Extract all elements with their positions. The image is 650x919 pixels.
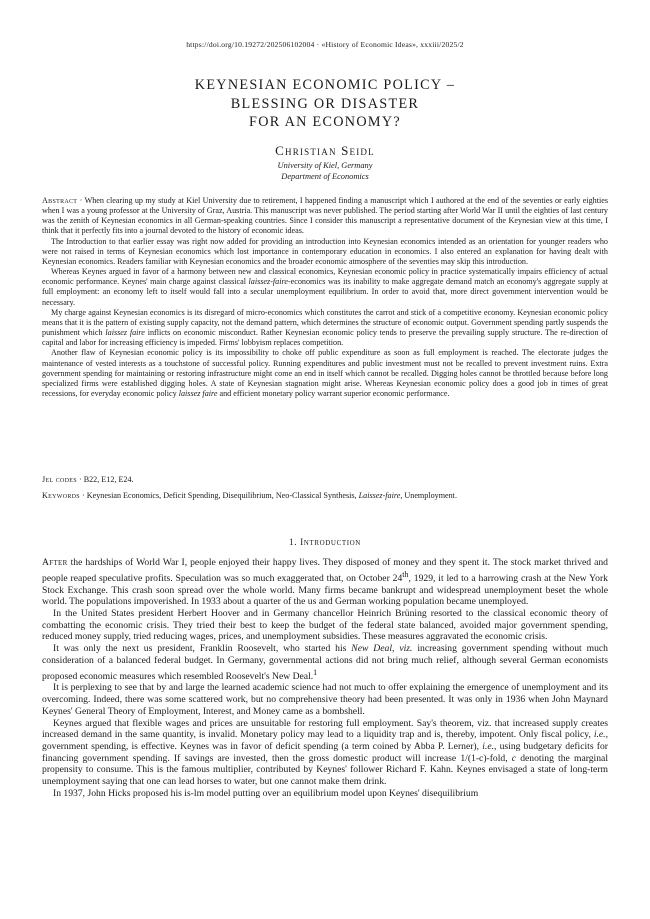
article-title xyxy=(0,76,650,132)
body-paragraph-2: In the United States president Herbert Hoover and in Germany chancellor Heinrich Brüning resorted to the classical economic theory of combatting the economic crisis. They tried their best to keep the budget of the federal state balanced, avoided major government spending, reduced money supply, tried reducing wages, prices, and unemployment subsidies. These measures aggravated the economic crisis. xyxy=(42,608,608,643)
abstract-paragraph-1: Abstract · When clearing up my study at Kiel University due to retirement, I happened finding a manuscript which I authored at the end of the seventies or early eighties when I was a young professor at the University of Graz, Austria. This manuscript was never published. The period starting after World War II until the eighties of last century was the zenith of Keynesian economics in all German-speaking countries. Since I consider this manuscript a representative document of the Keynesian view at this time, I think that it perfectly fits into a journal devoted to the history of economic ideas. xyxy=(42,196,608,236)
title-line-2: BLESSING OR DISASTER xyxy=(230,95,420,112)
abstract-paragraph-3: Whereas Keynes argued in favor of a harmony between new and classical economics, Keynesian economic policy in practice systematically impairs efficiency of actual economic performance. Keynes' main charge against classical laissez-faire-economics was its inability to make aggregate demand match an economy's aggregate supply at full employment: an economy left to itself would fall into a secular unemployment equilibrium. In order to avoid that, more direct government intervention would be necessary. xyxy=(42,267,609,307)
footnote-ref[interactable]: 1 xyxy=(313,667,318,677)
title-line-1: KEYNESIAN ECONOMIC POLICY – xyxy=(194,77,456,93)
body-paragraph-6: In 1937, John Hicks proposed his is-lm model putting over an equilibrium model upon Keynes' disequilibrium xyxy=(53,787,479,799)
body-text xyxy=(42,557,608,800)
abstract-paragraph-5: Another flaw of Keynesian economic policy is its impossibility to choke off public expenditure as soon as full employment is reached. The electorate judges the maintenance of vested interests as a touchstone of successful policy. Running expenditures and public investment must not be recalled to prevent investment ruins. Extra government spending for maintaining or restoring infrastructure might come an end in itself which cannot be recalled. Digging holes cannot be throttled because before long specialized firms were established digging holes. A state of Keynesian stagnation might arise. Whereas Keynesian economic policy does a good job in times of great recessions, for everyday economic policy laissez faire and efficient monetary policy warrant superior economic performance. xyxy=(42,348,608,398)
jel-label: Jel codes xyxy=(42,475,77,484)
abstract-label: Abstract xyxy=(42,196,78,205)
author-affiliation-block xyxy=(0,161,650,182)
keywords-label: Keywords xyxy=(42,491,80,500)
jel-value: B22, E12, E24. xyxy=(83,475,134,484)
body-paragraph-4: It is perplexing to see that by and large the learned academic science had not much to offer explaining the emergence of unemployment and its overcoming. Indeed, there was some scattered work, but no comprehensive theory had been presented. It was only in 1936 when John Maynard Keynes' General Theory of Employment, Interest, and Money came as a bombshell. xyxy=(42,682,608,717)
abstract-paragraph-2: The Introduction to that earlier essay was right now added for providing an introduction into Keynesian economics intended as an orientation for younger readers who were not raised in terms of Keynesian economics which lost importance in contemporary education in economics. I also entered an explanation for having dealt with Keynesian economics. Readers familiar with Keynesian economics and the broader economic atmosphere of the seventies may skip this introduction. xyxy=(42,236,608,266)
jel-codes: Jel codes · B22, E12, E24. xyxy=(42,475,134,484)
author-affiliation: University of Kiel, Germany xyxy=(277,161,373,170)
lead-word: After xyxy=(42,557,68,568)
body-paragraph-3: It was only the next us president, Franklin Roosevelt, who started his New Deal, viz. increasing government spending without much consideration of a balanced federal budget. In Germany, governmental actions did not bring much relief, although several German economists proposed economic measures which resembled Roosevelt's New Deal.$^1$ xyxy=(42,643,608,682)
running-header: https://doi.org/10.19272/202506102004 · «History of Economic Ideas», xxxiii/2025/2 xyxy=(186,40,464,49)
body-paragraph-5: Keynes argued that flexible wages and prices are unsuitable for restoring full employment. Say's theorem, viz. that increased supply creates increased demand in the same quantity, is invalid. Monetary policy may lead to a liquidity trap and is, thereby, impotent. Only fiscal policy, i.e., government spending, is effective. Keynes was in favor of deficit spending (a term coined by Abba P. Lerner), i.e., using budgetary deficits for financing government spending. If savings are invested, then the gross domestic product will increase 1/(1-c)-fold, c denoting the marginal propensity to consume. This is the famous multiplier, contributed by Keynes' follower Richard F. Kahn. Keynes envisaged a state of long-term unemployment saying that one can lead horses to water, but one cannot make them drink. xyxy=(42,717,608,788)
author-name: Christian Seidl xyxy=(275,143,375,158)
section-heading: 1. Introduction xyxy=(289,538,361,548)
author-department: Department of Economics xyxy=(281,171,369,181)
title-line-3: FOR AN ECONOMY? xyxy=(249,114,401,131)
abstract xyxy=(42,196,608,399)
keywords: Keywords · Keynesian Economics, Deficit Spending, Disequilibrium, Neo-Classical Synthesis, Laissez-faire, Unemployment. xyxy=(42,491,457,500)
abstract-paragraph-4: My charge against Keynesian economics is its disregard of micro-economics which constitutes the carrot and stick of a competitive economy. Keynesian economic policy means that it is the pattern of existing supply capacity, not the demand pattern, which determines the structure of economic output. Government spending partly suspends the punishment which laissez faire inflicts on economic misconduct. Rather Keynesian economic policy tends to preserve the prevailing supply structure. The re-direction of capital and labor for increasing efficiency is impeded. Firms' lobbyism replaces competition. xyxy=(42,307,608,348)
body-paragraph-1: After the hardships of World War I, people enjoyed their happy lives. They disposed of money and they spent it. The stock market thrived and people reaped speculative profits. Speculation was so much exaggerated that, on October 24th, 1929, it led to a harrowing crash at the New York Stock Exchange. This crash soon spread over the whole world. Many firms became bankrupt and widespread unemployment beset the whole world. The populations impoverished. In 1933 about a quarter of the us and German working population became unemployed. xyxy=(42,557,608,608)
